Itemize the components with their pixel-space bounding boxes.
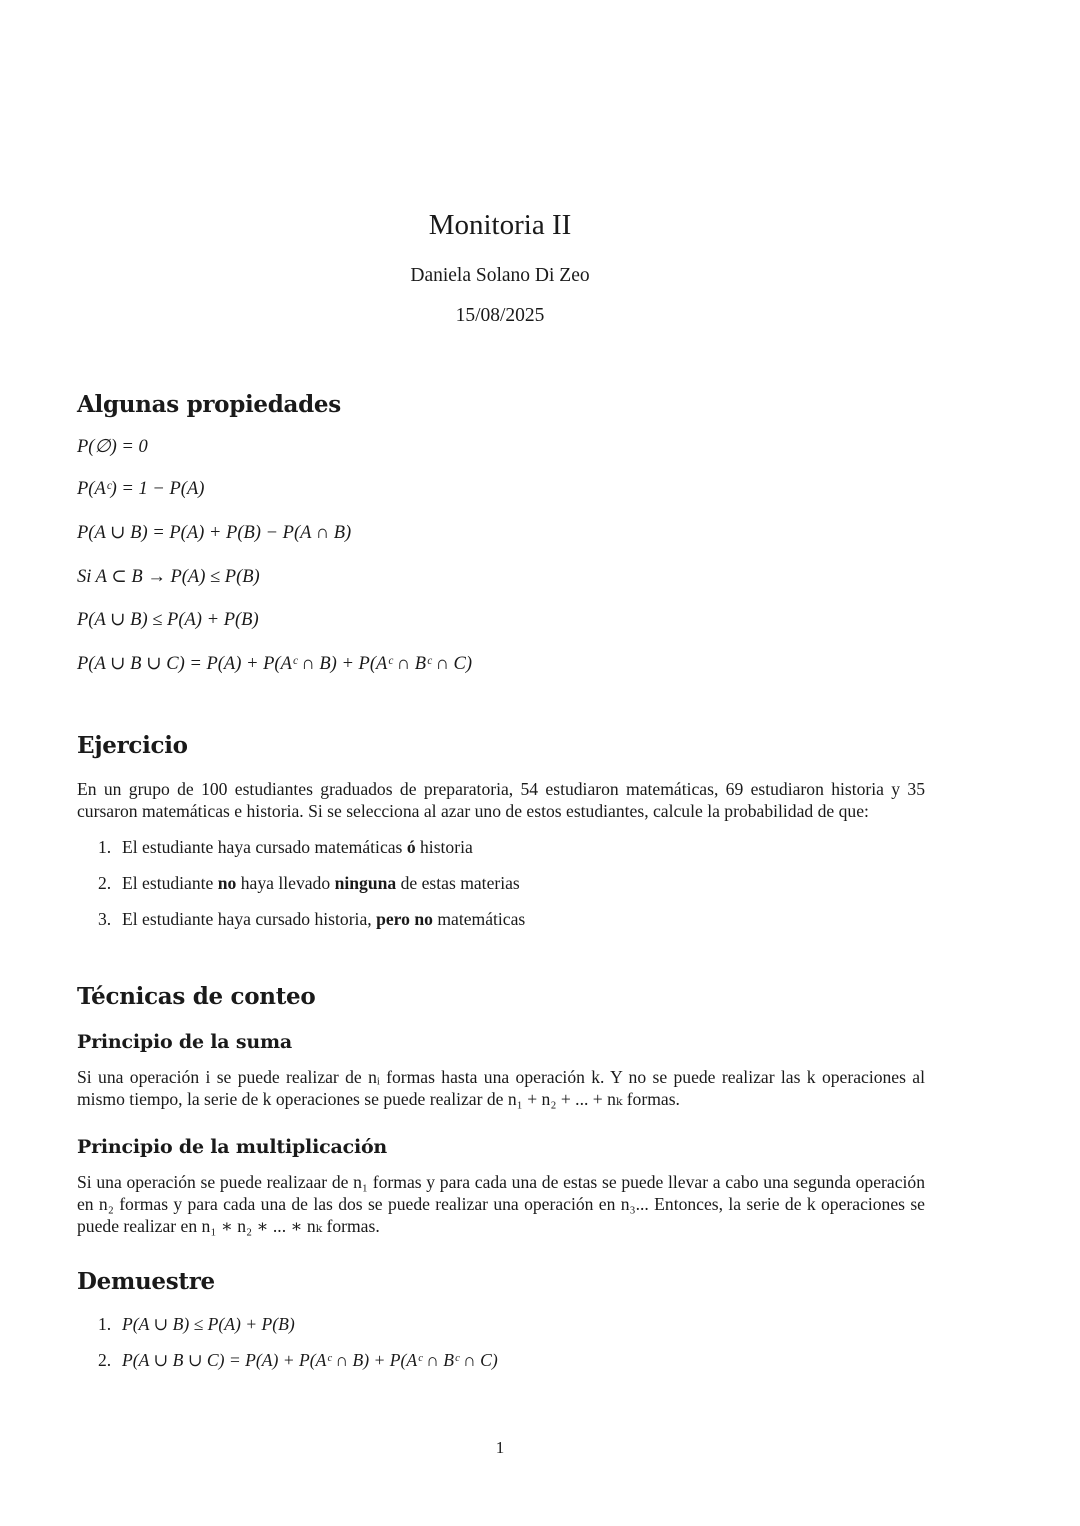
item-emphasis: ó [406,837,416,857]
item-text: matemáticas [432,909,526,929]
item-text: El estudiante [122,873,218,893]
document-author: Daniela Solano Di Zeo [410,264,590,286]
mult-principle-text: Si una operación se puede realizaar de n₁ formas y para cada una de estas se puede llevar a cabo una segunda operación en n₂ formas y para cada una de las dos se puede realizar una operación en n₃... Entonces, la serie de k operaciones se puede realizar en n₁ ∗ n₂ ∗ ... ∗ nₖ formas. [77,1172,925,1236]
list-item [77,908,925,930]
prove-heading: Demuestre [77,1268,215,1295]
item-text: El estudiante haya cursado historia, [122,909,377,929]
prove-list [77,1313,925,1371]
item-text: de estas materias [396,873,520,893]
counting-heading: Técnicas de conteo [77,983,316,1010]
exercise-statement: En un grupo de 100 estudiantes graduados de preparatoria, 54 estudiaron matemáticas, 69 estudiaron historia y 35 cursaron matemáticas e historia. Si se selecciona al azar uno de estos estudiantes, calcule la probabilidad de que: [77,779,925,821]
list-item [77,1349,925,1371]
prove-section [77,1313,925,1371]
item-emphasis: ninguna [334,873,397,893]
list-number: 3. [98,909,112,929]
property-line: P(∅) = 0 [77,437,148,457]
item-formula: P(A ∪ B) ≤ P(A) + P(B) [122,1314,295,1334]
item-formula: P(A ∪ B ∪ C) = P(A) + P(Aᶜ ∩ B) + P(Aᶜ ∩ Bᶜ ∩ C) [122,1350,498,1370]
item-text: historia [415,837,473,857]
item-text: El estudiante haya cursado matemáticas [122,837,407,857]
list-number: 2. [98,1350,112,1370]
exercise-heading: Ejercicio [77,732,188,759]
list-number: 2. [98,873,112,893]
property-line: P(Aᶜ) = 1 − P(A) [77,479,205,499]
mult-principle-heading: Principio de la multiplicación [77,1136,388,1158]
list-item [77,872,925,894]
list-number: 1. [98,837,112,857]
title-block [0,208,1000,327]
property-line: P(A ∪ B) = P(A) + P(B) − P(A ∩ B) [77,523,352,543]
property-line: P(A ∪ B) ≤ P(A) + P(B) [77,610,259,630]
properties-heading: Algunas propiedades [77,391,341,418]
property-line: Si A ⊂ B → P(A) ≤ P(B) [77,567,260,587]
sum-principle-heading: Principio de la suma [77,1031,292,1053]
document-title: Monitoria II [428,209,572,241]
mult-principle-section [77,1171,925,1237]
item-emphasis: no [217,873,237,893]
item-emphasis: pero no [376,909,433,929]
exercise-section [77,778,925,930]
exercise-list [77,836,925,930]
list-item [77,836,925,858]
list-number: 1. [98,1314,112,1334]
document-date: 15/08/2025 [455,304,545,326]
sum-principle-text: Si una operación i se puede realizar de nᵢ formas hasta una operación k. Y no se puede realizar las k operaciones al mismo tiempo, la serie de k operaciones se puede realizar de n₁ + n₂ + ... + nₖ formas. [77,1067,925,1109]
sum-principle-section [77,1066,925,1110]
item-text: haya llevado [236,873,335,893]
list-item [77,1313,925,1335]
page-number: 1 [495,1438,505,1457]
property-line: P(A ∪ B ∪ C) = P(A) + P(Aᶜ ∩ B) + P(Aᶜ ∩ Bᶜ ∩ C) [77,654,473,674]
